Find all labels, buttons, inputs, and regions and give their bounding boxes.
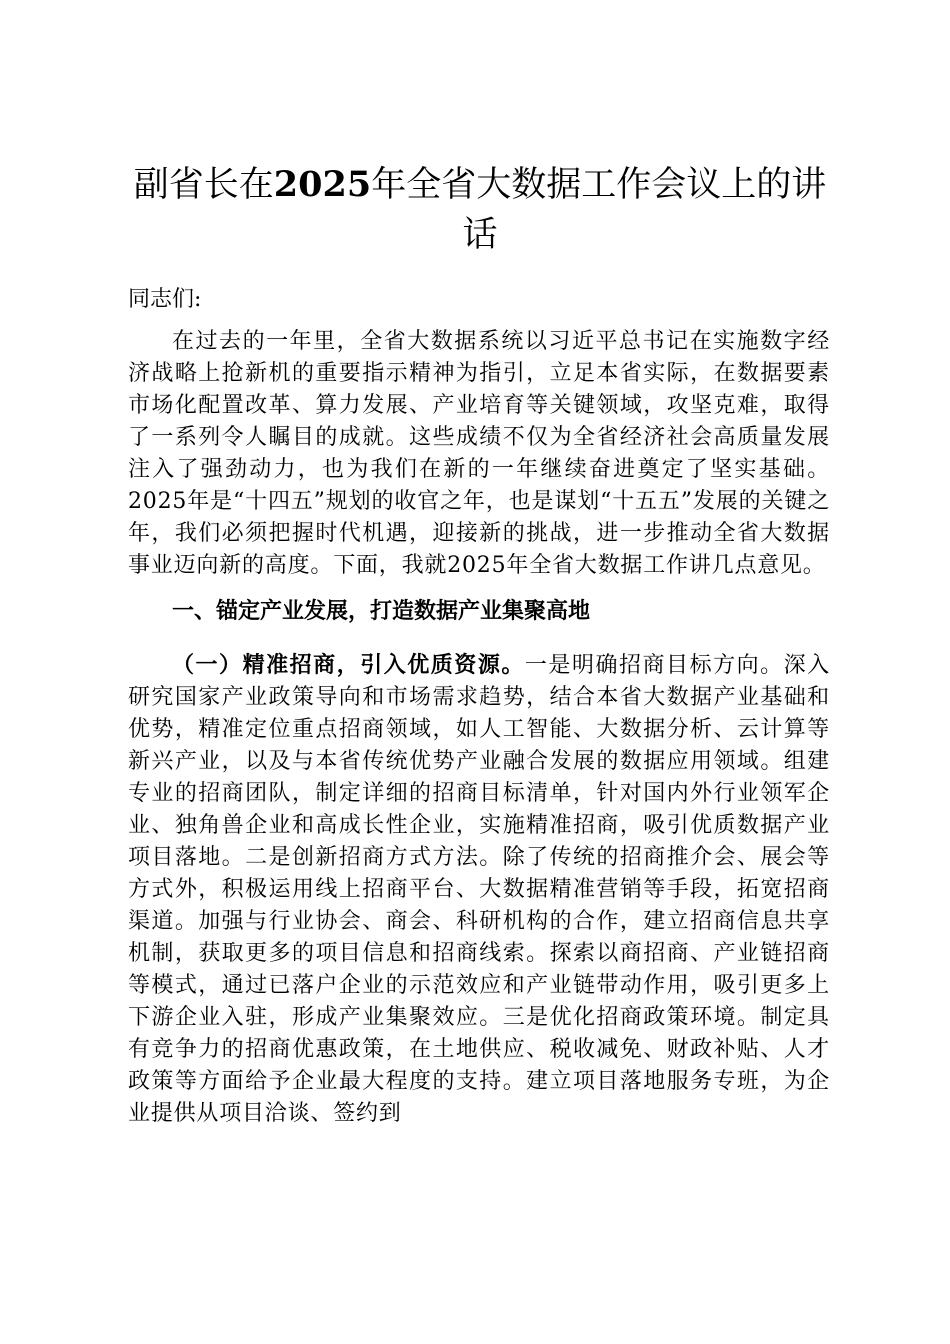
title-year: 2025 bbox=[273, 164, 372, 205]
section-heading-1: 一、锚定产业发展，打造数据产业集聚高地 bbox=[172, 599, 591, 624]
title-part-2: 年全省大数据工作会议上的讲话 bbox=[371, 165, 827, 255]
subsection-paragraph-1 bbox=[128, 650, 830, 1130]
subsection-text: 一是明确招商目标方向。深入研究国家产业政策导向和市场需求趋势，结合本省大数据产业基础和优势，精准定位重点招商领域，如人工智能、大数据分析、云计算等新兴产业，以及与本省传统优势产业融合发展的数据应用领域。组建专业的招商团队，制定详细的招商目标清单，针对国内外行业领军企业、独角兽企业和高成长性企业，实施精准招商，吸引优质数据产业项目落地。二是创新招商方式方法。除了传统的招商推介会、展会等方式外，积极运用线上招商平台、大数据精准营销等手段，拓宽招商渠道。加强与行业协会、商会、科研机构的合作，建立招商信息共享机制，获取更多的项目信息和招商线索。探索以商招商、产业链招商等模式，通过已落户企业的示范效应和产业链带动作用，吸引更多上下游企业入驻，形成产业集聚效应。三是优化招商政策环境。制定具有竞争力的招商优惠政策，在土地供应、税收减免、财政补贴、人才政策等方面给予企业最大程度的支持。建立项目落地服务专班，为企业提供从项目洽谈、签约到 bbox=[128, 653, 830, 1126]
salutation: 同志们: bbox=[128, 287, 202, 312]
document-title bbox=[120, 160, 840, 260]
document-body bbox=[128, 284, 830, 1130]
title-part-1: 副省长在 bbox=[133, 165, 274, 205]
intro-paragraph: 在过去的一年里，全省大数据系统以习近平总书记在实施数字经济战略上抢新机的重要指示精神为指引，立足本省实际，在数据要素市场化配置改革、算力发展、产业培育等关键领域，攻坚克难，取得了一系列令人瞩目的成就。这些成绩不仅为全省经济社会高质量发展注入了强劲动力，也为我们在新的一年继续奋进奠定了坚实基础。2025年是“十四五”规划的收官之年，也是谋划“十五五”发展的关键之年，我们必须把握时代机遇，迎接新的挑战，进一步推动全省大数据事业迈向新的高度。下面，我就2025年全省大数据工作讲几点意见。 bbox=[128, 329, 830, 578]
subsection-lead: （一）精准招商，引入优质资源。 bbox=[172, 653, 525, 678]
